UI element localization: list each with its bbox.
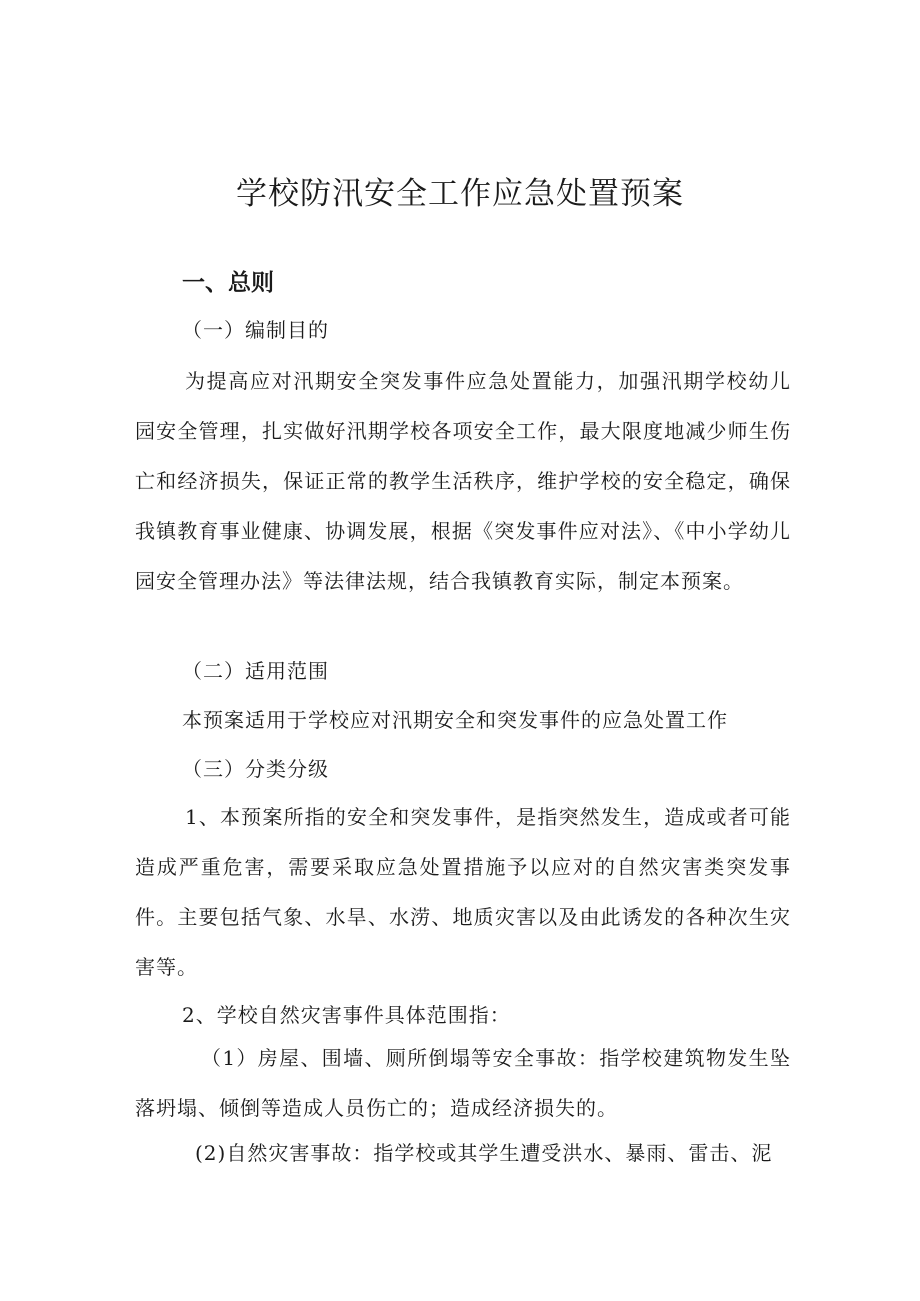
subheading-purpose: （一）编制目的 [182,318,329,342]
paragraph-classification-item2: 2、学校自然灾害事件具体范围指： [182,1003,511,1027]
paragraph-purpose: 为提高应对汛期安全突发事件应急处置能力，加强汛期学校幼儿园安全管理，扎实做好汛期学校各项安全工作，最大限度地减少师生伤亡和经济损失，保证正常的教学生活秩序，维护学校的安全稳定，确保我镇教育事业健康、协调发展，根据《突发事件应对法》、《中小学幼儿园安全管理办法》等法律法规，结合我镇教育实际，制定本预案。 [135,369,791,593]
paragraph-scope: 本预案适用于学校应对汛期安全和突发事件的应急处置工作 [182,708,728,732]
subheading-classification: （三）分类分级 [182,757,329,781]
paragraph-classification-item1: 1、本预案所指的安全和突发事件，是指突然发生，造成或者可能造成严重危害，需要采取应急处置措施予以应对的自然灾害类突发事件。主要包括气象、水旱、水涝、地质灾害以及由此诱发的各种次生灾害等。 [135,805,791,979]
paragraph-classification-item2-2: (2)自然灾害事故：指学校或其学生遭受洪水、暴雨、雷击、泥 [195,1141,773,1165]
paragraph-classification-item2-1: （1）房屋、围墙、厕所倒塌等安全事故：指学校建筑物发生坠落坍塌、倾倒等造成人员伤亡的；造成经济损失的。 [135,1046,791,1120]
subheading-scope: （二）适用范围 [182,659,329,683]
section-heading-general: 一、总则 [182,270,274,296]
document-title: 学校防汛安全工作应急处置预案 [236,176,684,212]
